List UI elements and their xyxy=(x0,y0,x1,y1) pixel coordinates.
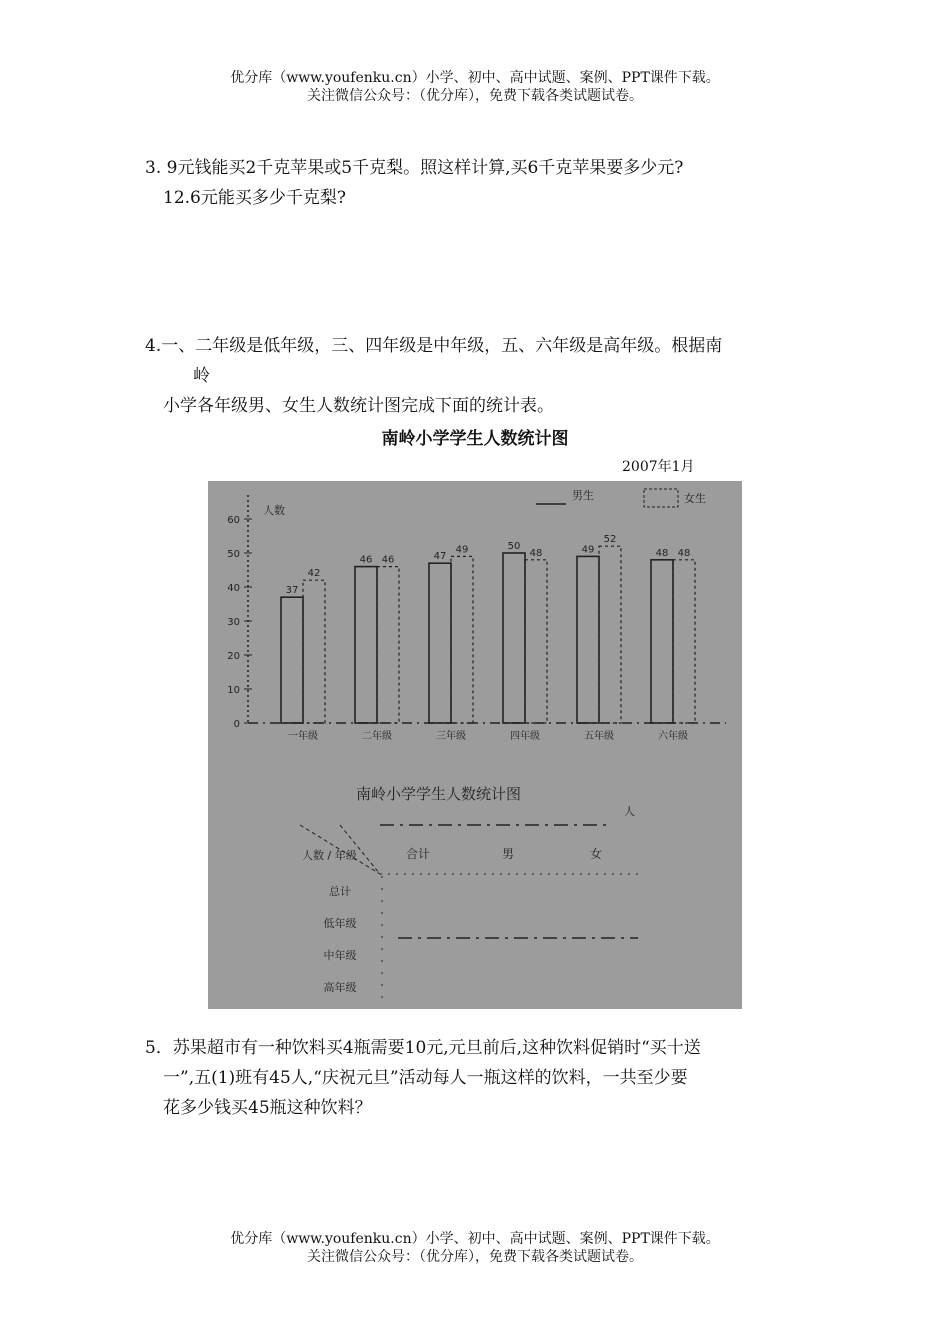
table-column-header: 女 xyxy=(589,847,603,861)
bar-girl-value: 48 xyxy=(529,547,543,559)
footer-line-2: 关注微信公众号：（优分库），免费下载各类试题试卷。 xyxy=(307,1249,643,1265)
bar-girl xyxy=(599,546,621,723)
bar-girl xyxy=(377,567,399,723)
bar-boy xyxy=(355,567,377,723)
x-tick-label: 二年级 xyxy=(362,731,392,742)
bar-boy-value: 46 xyxy=(359,554,373,566)
bar-girl-value: 52 xyxy=(603,534,617,546)
bar-girl-value: 49 xyxy=(455,544,469,556)
question-5-line-2: 一”,五(1)班有45人,“庆祝元旦”活动每人一瓶这样的饮料，一共至少要 xyxy=(163,1068,688,1088)
x-tick-label: 六年级 xyxy=(658,731,688,742)
legend xyxy=(536,488,706,507)
x-tick-label: 三年级 xyxy=(436,731,466,742)
bar-girl-value: 42 xyxy=(307,568,321,580)
x-tick-label: 五年级 xyxy=(584,731,614,742)
y-axis-label: 人数 xyxy=(263,504,285,517)
question-4-line-2: 小学各年级男、女生人数统计图完成下面的统计表。 xyxy=(163,396,554,416)
x-tick-label: 一年级 xyxy=(288,731,318,742)
table-row-header: 总计 xyxy=(329,885,351,898)
table-row-header: 中年级 xyxy=(323,949,357,962)
legend-girl-swatch xyxy=(644,489,678,507)
y-tick-label: 20 xyxy=(227,651,240,662)
table-unit: 人 xyxy=(624,805,635,818)
bar-boy-value: 37 xyxy=(285,585,299,597)
y-tick-label: 50 xyxy=(227,549,240,560)
question-4-line-1: 4.一、二年级是低年级，三、四年级是中年级，五、六年级是高年级。根据南 xyxy=(145,336,723,356)
table-row-header: 低年级 xyxy=(323,917,357,930)
y-tick-label: 0 xyxy=(233,719,240,730)
bar-girl xyxy=(525,560,547,723)
bar-boy xyxy=(651,560,673,723)
y-tick-label: 60 xyxy=(227,515,240,526)
table-title: 南岭小学学生人数统计图 xyxy=(356,785,522,803)
question-5-line-1: 5．苏果超市有一种饮料买4瓶需要10元,元旦前后,这种饮料促销时“买十送 xyxy=(145,1038,701,1058)
table-column-header: 男 xyxy=(501,847,515,861)
bar-chart xyxy=(227,488,726,742)
table-corner-label: 人数 / 年级 xyxy=(302,849,357,862)
statistics-figure xyxy=(208,481,742,1009)
question-5-line-3: 花多少钱买45瓶这种饮料？ xyxy=(163,1098,372,1118)
bar-girl xyxy=(451,556,473,723)
bar-boy xyxy=(281,597,303,723)
table-row-header: 高年级 xyxy=(323,981,357,994)
bar-boy xyxy=(429,563,451,723)
bar-boy xyxy=(503,553,525,723)
header-line-1: 优分库（www.youfenku.cn）小学、初中、高中试题、案例、PPT课件下载。 xyxy=(230,70,720,86)
bar-boy xyxy=(577,556,599,723)
question-3-line-1: 3. 9元钱能买2千克苹果或5千克梨。照这样计算,买6千克苹果要多少元? xyxy=(145,158,684,178)
footer-line-1: 优分库（www.youfenku.cn）小学、初中、高中试题、案例、PPT课件下载。 xyxy=(230,1231,720,1247)
bar-girl xyxy=(303,580,325,723)
question-3-line-2: 12.6元能买多少千克梨? xyxy=(163,188,346,208)
bar-boy-value: 48 xyxy=(655,547,669,559)
legend-girl-label: 女生 xyxy=(684,492,706,505)
legend-boy-label: 男生 xyxy=(572,489,594,502)
x-tick-label: 四年级 xyxy=(510,731,540,742)
table-column-header: 合计 xyxy=(405,847,431,861)
y-tick-label: 30 xyxy=(227,617,240,628)
y-tick-label: 10 xyxy=(227,685,240,696)
chart-date: 2007年1月 xyxy=(622,459,695,475)
bar-girl-value: 46 xyxy=(381,554,395,566)
chart-title: 南岭小学学生人数统计图 xyxy=(381,429,569,449)
question-4-line-1b: 岭 xyxy=(193,366,210,386)
y-tick-label: 40 xyxy=(227,583,240,594)
bar-girl-value: 48 xyxy=(677,547,691,559)
statistics-table xyxy=(300,785,638,1001)
figure-svg xyxy=(208,481,742,1009)
bar-boy-value: 50 xyxy=(507,541,521,552)
header-line-2: 关注微信公众号：（优分库），免费下载各类试题试卷。 xyxy=(307,88,643,104)
bar-boy-value: 49 xyxy=(581,544,595,556)
bar-girl xyxy=(673,560,695,723)
bar-boy-value: 47 xyxy=(433,551,447,563)
